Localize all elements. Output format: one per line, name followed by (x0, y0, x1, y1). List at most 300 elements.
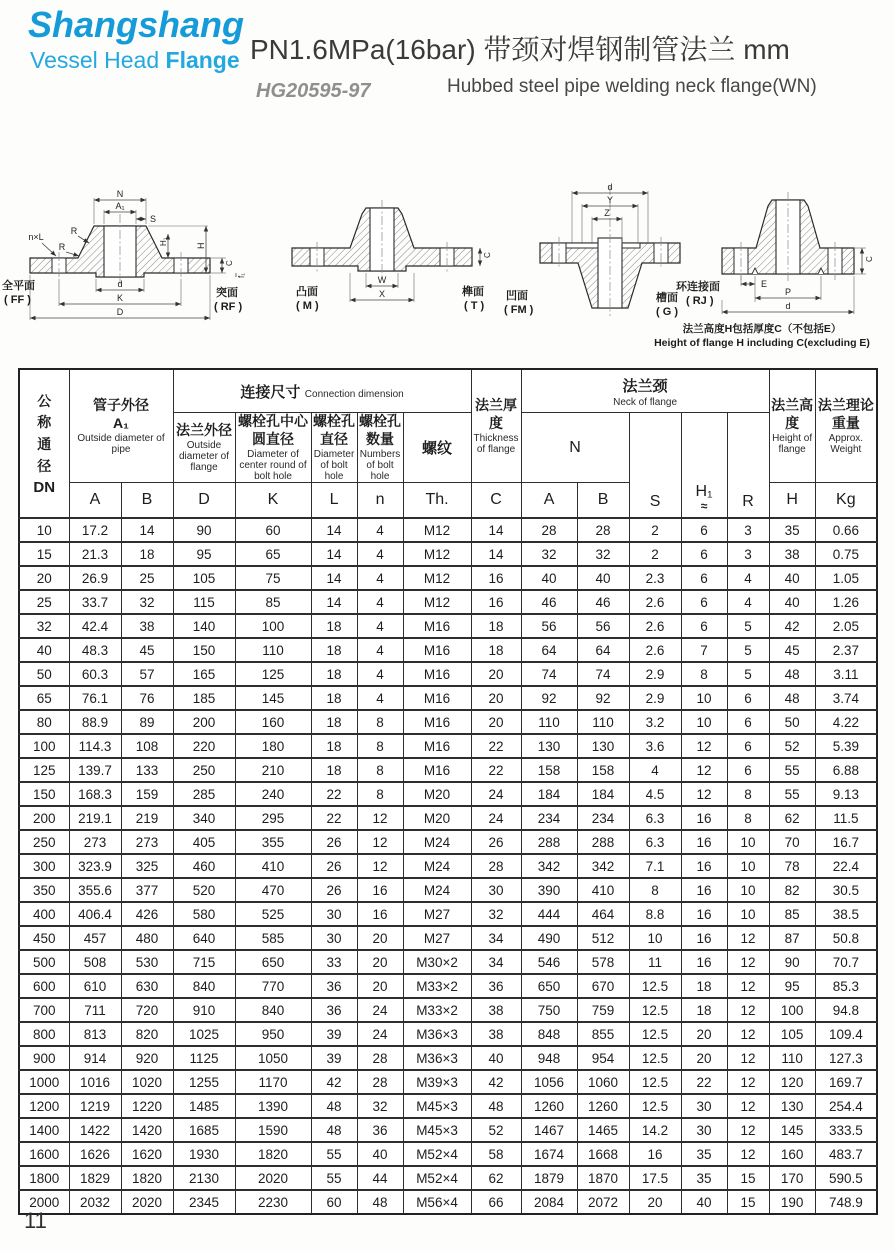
table-cell: 64 (521, 638, 577, 662)
table-cell: 350 (19, 878, 69, 902)
table-cell: 12 (357, 806, 403, 830)
table-cell: 6 (727, 758, 769, 782)
table-cell: 20 (681, 1046, 727, 1070)
table-cell: 6 (727, 710, 769, 734)
table-cell: 20 (471, 710, 521, 734)
header-letter-a (69, 483, 121, 519)
header-letter-neck-a (521, 483, 577, 519)
table-cell: 530 (121, 950, 173, 974)
table-cell: 16 (357, 902, 403, 926)
logo-sub-normal: Vessel Head (30, 47, 166, 73)
table-cell: M33×2 (403, 974, 471, 998)
face-label-ff-en: ( FF ) (4, 294, 31, 306)
face-label-rf-cn: 突面 (216, 287, 238, 299)
table-cell: 168.3 (69, 782, 121, 806)
letter-h1: H₁ (695, 482, 713, 500)
table-cell: M45×3 (403, 1094, 471, 1118)
table-cell: 22.4 (815, 854, 877, 878)
table-cell: 700 (19, 998, 69, 1022)
flange-drawings (0, 148, 894, 353)
table-cell: 125 (19, 758, 69, 782)
table-row (19, 782, 877, 806)
table-cell: 6 (681, 566, 727, 590)
dim-label-w: W (377, 275, 387, 285)
table-cell: M16 (403, 662, 471, 686)
table-cell: 18 (311, 686, 357, 710)
table-cell: 40 (357, 1142, 403, 1166)
table-cell: 410 (577, 878, 629, 902)
table-row (19, 974, 877, 998)
table-cell: 32 (521, 542, 577, 566)
table-cell: 185 (173, 686, 235, 710)
table-row (19, 566, 877, 590)
table-cell: 2072 (577, 1190, 629, 1214)
table-cell: 12 (727, 926, 769, 950)
table-cell: 115 (173, 590, 235, 614)
header-letter-th (403, 483, 471, 519)
header-letter-k (235, 483, 311, 519)
header-letter-l (311, 483, 357, 519)
table-cell: 1.05 (815, 566, 877, 590)
table-cell: 46 (577, 590, 629, 614)
page-subtitle-en: Hubbed steel pipe welding neck flange(WN) (447, 76, 817, 97)
table-cell: 10 (19, 518, 69, 542)
table-cell: 6.3 (629, 830, 681, 854)
table-cell: 390 (521, 878, 577, 902)
table-cell: 89 (121, 710, 173, 734)
table-cell: 490 (521, 926, 577, 950)
table-cell: 140 (173, 614, 235, 638)
header-letter-kg (815, 483, 877, 519)
table-cell: 670 (577, 974, 629, 998)
face-label-rj-en: ( RJ ) (686, 295, 714, 307)
table-cell: 14 (311, 518, 357, 542)
table-cell: 48 (311, 1094, 357, 1118)
table-cell: 954 (577, 1046, 629, 1070)
table-cell: 16.7 (815, 830, 877, 854)
table-cell: 840 (173, 974, 235, 998)
table-cell: 650 (235, 950, 311, 974)
table-cell: M52×4 (403, 1166, 471, 1190)
table-cell: 20 (357, 974, 403, 998)
table-cell: 18 (471, 638, 521, 662)
table-cell: 125 (235, 662, 311, 686)
table-cell: 11.5 (815, 806, 877, 830)
header-thickness-cn: 法兰厚度 (475, 397, 518, 431)
table-cell: 55 (769, 782, 815, 806)
letter-d: D (198, 491, 210, 508)
header-weight-en: Approx. Weight (828, 433, 864, 455)
table-cell: 48 (769, 662, 815, 686)
table-cell: 5.39 (815, 734, 877, 758)
header-connection (173, 369, 471, 413)
table-cell: 1400 (19, 1118, 69, 1142)
dim-label-r1: R (70, 226, 78, 236)
table-row (19, 1166, 877, 1190)
table-cell: M36×3 (403, 1046, 471, 1070)
table-cell: 20 (471, 662, 521, 686)
table-cell: 50.8 (815, 926, 877, 950)
table-cell: 14 (311, 566, 357, 590)
table-row (19, 806, 877, 830)
table-cell: 444 (521, 902, 577, 926)
table-row (19, 662, 877, 686)
table-cell: 95 (173, 542, 235, 566)
table-cell: 1220 (121, 1094, 173, 1118)
table-cell: 3.2 (629, 710, 681, 734)
table-cell: 33.7 (69, 590, 121, 614)
letter-c: C (490, 491, 502, 508)
table-cell: 45 (769, 638, 815, 662)
table-cell: 145 (235, 686, 311, 710)
table-cell: 1620 (121, 1142, 173, 1166)
dim-label-z: Z (604, 208, 610, 218)
table-cell: 480 (121, 926, 173, 950)
letter-r: R (742, 493, 754, 510)
table-row (19, 638, 877, 662)
table-cell: 92 (521, 686, 577, 710)
table-cell: 6 (727, 686, 769, 710)
table-cell: 52 (471, 1118, 521, 1142)
table-cell: 11 (629, 950, 681, 974)
table-cell: 1829 (69, 1166, 121, 1190)
table-cell: 110 (521, 710, 577, 734)
standard-number: HG20595-97 (256, 80, 371, 102)
table-cell: 16 (681, 950, 727, 974)
header-thickness-en: Thickness of flange (473, 433, 519, 455)
table-cell: 18 (311, 614, 357, 638)
table-cell: 405 (173, 830, 235, 854)
table-cell: 8 (357, 782, 403, 806)
drawing-wn-ff-rf (2, 189, 246, 320)
header-flange-od-en: Outside diameter of flange (179, 440, 230, 474)
table-cell: 18 (311, 710, 357, 734)
table-cell: 285 (173, 782, 235, 806)
table-cell: 12.5 (629, 1070, 681, 1094)
table-cell: 26 (311, 854, 357, 878)
table-cell: 10 (629, 926, 681, 950)
table-cell: 12.5 (629, 998, 681, 1022)
table-cell: 16 (681, 854, 727, 878)
table-cell: 2.6 (629, 638, 681, 662)
table-cell: 18 (121, 542, 173, 566)
table-cell: 130 (577, 734, 629, 758)
table-cell: 1025 (173, 1022, 235, 1046)
table-cell: 18 (471, 614, 521, 638)
table-cell: 55 (311, 1166, 357, 1190)
table-cell: 57 (121, 662, 173, 686)
face-label-m-en: ( M ) (296, 300, 319, 312)
table-cell: 464 (577, 902, 629, 926)
table-cell: 4 (357, 614, 403, 638)
header-letter-h (769, 483, 815, 519)
letter-th: Th. (425, 491, 449, 508)
table-cell: 457 (69, 926, 121, 950)
table-cell: 18 (311, 734, 357, 758)
face-label-fm-en: ( FM ) (504, 304, 534, 316)
table-cell: 2.37 (815, 638, 877, 662)
face-label-t-en: ( T ) (464, 300, 485, 312)
table-cell: 40 (681, 1190, 727, 1214)
header-bolt-circle-en: Diameter of center round of bolt hole (239, 449, 307, 482)
table-cell: 95 (769, 974, 815, 998)
table-cell: 48 (311, 1118, 357, 1142)
table-cell: 38 (121, 614, 173, 638)
table-cell: 24 (471, 782, 521, 806)
table-cell: 220 (173, 734, 235, 758)
table-cell: 45 (121, 638, 173, 662)
dim-label-r2: R (58, 242, 66, 252)
table-row (19, 902, 877, 926)
table-cell: 8 (727, 782, 769, 806)
table-cell: 159 (121, 782, 173, 806)
table-row (19, 998, 877, 1022)
table-cell: 426 (121, 902, 173, 926)
table-cell: 900 (19, 1046, 69, 1070)
table-cell: 2020 (121, 1190, 173, 1214)
header-letter-s (629, 413, 681, 519)
table-cell: 30 (681, 1094, 727, 1118)
table-cell: 2.05 (815, 614, 877, 638)
drawing-fm-g (504, 182, 680, 318)
dim-label-s: S (150, 214, 157, 224)
header-letter-r (727, 413, 769, 519)
table-cell: 40 (19, 638, 69, 662)
table-cell: M27 (403, 902, 471, 926)
table-cell: 33 (311, 950, 357, 974)
table-cell: 18 (311, 662, 357, 686)
table-cell: 10 (727, 902, 769, 926)
drawing-caption-en: Height of flange H including C(excluding E) (654, 337, 870, 349)
table-cell: 12 (727, 974, 769, 998)
header-bolt-num-cn: 螺栓孔数量 (359, 413, 402, 447)
letter-h: H (786, 491, 798, 508)
letter-n: n (375, 491, 385, 508)
table-cell: 30 (471, 878, 521, 902)
table-cell: 12.5 (629, 1022, 681, 1046)
table-cell: 18 (681, 974, 727, 998)
table-cell: 28 (577, 518, 629, 542)
table-cell: 32 (19, 614, 69, 638)
table-cell: 1056 (521, 1070, 577, 1094)
table-cell: 12 (727, 950, 769, 974)
table-cell: 325 (121, 854, 173, 878)
table-cell: 120 (769, 1070, 815, 1094)
table-cell: 150 (19, 782, 69, 806)
table-cell: 600 (19, 974, 69, 998)
table-cell: 8 (681, 662, 727, 686)
table-cell: 30.5 (815, 878, 877, 902)
table-cell: 6 (727, 734, 769, 758)
face-label-ff-cn: 全平面 (2, 280, 35, 292)
header-bolt-dia (311, 413, 357, 483)
dim-label-d-big: D (116, 307, 124, 317)
header-letter-b (121, 483, 173, 519)
table-cell: M16 (403, 614, 471, 638)
table-cell: 90 (173, 518, 235, 542)
table-cell: 1125 (173, 1046, 235, 1070)
table-cell: 14.2 (629, 1118, 681, 1142)
table-cell: 578 (577, 950, 629, 974)
table-cell: 295 (235, 806, 311, 830)
table-cell: 12 (727, 1094, 769, 1118)
table-cell: 7.1 (629, 854, 681, 878)
table-cell: 10 (727, 854, 769, 878)
header-neck-en: Neck of flange (613, 396, 678, 408)
dim-label-h: H (196, 242, 206, 249)
table-cell: 28 (357, 1046, 403, 1070)
table-cell: 1219 (69, 1094, 121, 1118)
table-cell: 133 (121, 758, 173, 782)
table-cell: 6.3 (629, 806, 681, 830)
table-cell: 2345 (173, 1190, 235, 1214)
table-cell: 1255 (173, 1070, 235, 1094)
table-cell: 48 (471, 1094, 521, 1118)
table-cell: 219.1 (69, 806, 121, 830)
table-cell: 50 (769, 710, 815, 734)
table-cell: 4.5 (629, 782, 681, 806)
table-cell: 17.2 (69, 518, 121, 542)
table-cell: 2.9 (629, 662, 681, 686)
table-cell: 720 (121, 998, 173, 1022)
table-cell: 36 (311, 974, 357, 998)
header-pipe-od-sym: A₁ (113, 414, 129, 431)
table-row (19, 686, 877, 710)
dim-label-d4: d (785, 301, 791, 311)
table-cell: 377 (121, 878, 173, 902)
table-cell: 2000 (19, 1190, 69, 1214)
table-cell: 35 (681, 1166, 727, 1190)
header-neck-n-label: N (569, 438, 581, 456)
header-neck (521, 369, 769, 413)
face-label-m-cn: 凸面 (296, 286, 318, 298)
table-cell: 150 (173, 638, 235, 662)
letter-neck-a: A (543, 491, 555, 508)
table-cell: 110 (235, 638, 311, 662)
table-cell: 114.3 (69, 734, 121, 758)
header-weight (815, 369, 877, 483)
table-cell: 1590 (235, 1118, 311, 1142)
table-row (19, 734, 877, 758)
table-cell: 1016 (69, 1070, 121, 1094)
face-label-t-cn: 榫面 (462, 286, 484, 298)
table-cell: 1422 (69, 1118, 121, 1142)
table-row (19, 1046, 877, 1070)
face-label-g-cn: 槽面 (656, 292, 678, 304)
header-flange-od (173, 413, 235, 483)
table-cell: 748.9 (815, 1190, 877, 1214)
table-cell: 10 (681, 686, 727, 710)
dim-label-d3: d (607, 182, 613, 192)
logo-subtitle (30, 47, 240, 74)
table-cell: 26 (311, 878, 357, 902)
table-cell: 12.5 (629, 974, 681, 998)
table-cell: 200 (19, 806, 69, 830)
table-row (19, 1022, 877, 1046)
dim-label-k: K (116, 293, 124, 303)
table-cell: M12 (403, 590, 471, 614)
table-cell: 75 (235, 566, 311, 590)
table-cell: 36 (471, 974, 521, 998)
table-row (19, 710, 877, 734)
page-title: PN1.6MPa(16bar) 带颈对焊钢制管法兰 mm (250, 34, 790, 65)
table-cell: 770 (235, 974, 311, 998)
table-cell: 38 (471, 1022, 521, 1046)
table-cell: 14 (471, 542, 521, 566)
table-cell: 92 (577, 686, 629, 710)
table-cell: 32 (577, 542, 629, 566)
table-cell: 160 (235, 710, 311, 734)
table-cell: 508 (69, 950, 121, 974)
table-cell: 512 (577, 926, 629, 950)
table-cell: 8.8 (629, 902, 681, 926)
table-cell: 1930 (173, 1142, 235, 1166)
table-cell: 483.7 (815, 1142, 877, 1166)
table-cell: 46 (521, 590, 577, 614)
table-cell: 48.3 (69, 638, 121, 662)
header-bolt-dia-cn: 螺栓孔直径 (313, 413, 356, 447)
table-cell: 1467 (521, 1118, 577, 1142)
table-cell: 500 (19, 950, 69, 974)
table-cell: 715 (173, 950, 235, 974)
header-bolt-num (357, 413, 403, 483)
table-cell: 585 (235, 926, 311, 950)
table-cell: 10 (681, 710, 727, 734)
table-cell: 35 (681, 1142, 727, 1166)
table-cell: 32 (471, 902, 521, 926)
table-cell: 20 (357, 950, 403, 974)
dim-label-c2: C (483, 252, 492, 258)
letter-h1-approx: ≈ (700, 498, 708, 513)
table-cell: 158 (577, 758, 629, 782)
table-cell: 340 (173, 806, 235, 830)
table-cell: 5 (727, 638, 769, 662)
table-cell: 520 (173, 878, 235, 902)
table-cell: 22 (471, 758, 521, 782)
table-cell: 105 (173, 566, 235, 590)
table-cell: 30 (681, 1118, 727, 1142)
table-cell: 158 (521, 758, 577, 782)
table-cell: 8 (727, 806, 769, 830)
table-cell: 12 (357, 854, 403, 878)
table-cell: M30×2 (403, 950, 471, 974)
table-cell: M16 (403, 686, 471, 710)
table-cell: 80 (19, 710, 69, 734)
table-cell: 3.11 (815, 662, 877, 686)
table-cell: 6 (681, 590, 727, 614)
table-cell: 333.5 (815, 1118, 877, 1142)
table-cell: 127.3 (815, 1046, 877, 1070)
table-cell: 12 (727, 1022, 769, 1046)
table-cell: 4.22 (815, 710, 877, 734)
table-cell: M12 (403, 518, 471, 542)
table-cell: 14 (471, 518, 521, 542)
table-cell: 3 (727, 542, 769, 566)
table-cell: 14 (311, 542, 357, 566)
table-cell: M45×3 (403, 1118, 471, 1142)
table-cell: 184 (577, 782, 629, 806)
table-cell: 18 (311, 638, 357, 662)
table-cell: M56×4 (403, 1190, 471, 1214)
table-cell: 16 (471, 590, 521, 614)
header-thickness (471, 369, 521, 483)
table-cell: 85.3 (815, 974, 877, 998)
table-cell: 1600 (19, 1142, 69, 1166)
table-cell: 750 (521, 998, 577, 1022)
table-cell: 2.9 (629, 686, 681, 710)
table-cell: 22 (311, 806, 357, 830)
table-cell: 1685 (173, 1118, 235, 1142)
